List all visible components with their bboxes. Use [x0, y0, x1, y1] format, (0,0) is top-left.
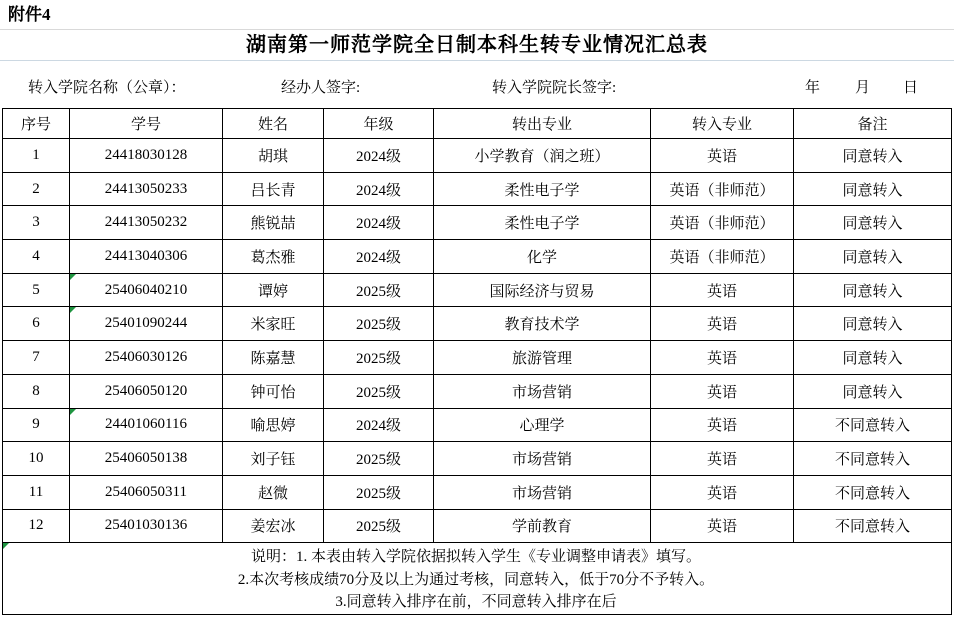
column-header: 转入专业: [651, 109, 794, 139]
cell-no: 6: [3, 307, 70, 341]
cell-to-major: 英语（非师范）: [651, 172, 794, 206]
year-label: 年: [805, 80, 821, 96]
college-name-label: 转入学院名称（公章）：: [28, 80, 186, 96]
cell-to-major: 英语: [651, 442, 794, 476]
signature-row: [0, 61, 954, 108]
cell-student-id: 24413040306: [70, 240, 223, 274]
note-line: 3.同意转入排序在前，不同意转入排序在后: [335, 594, 617, 611]
cell-remark: 不同意转入: [794, 509, 952, 543]
cell-student-id: 24413050232: [70, 206, 223, 240]
table-row: [3, 240, 952, 274]
table-row: [3, 172, 952, 206]
cell-corner-marker-icon: [70, 307, 76, 313]
column-header: 姓名: [223, 109, 324, 139]
cell-no: 3: [3, 206, 70, 240]
day-label: 日: [903, 80, 919, 96]
cell-from-major: 市场营销: [434, 374, 651, 408]
cell-grade: 2024级: [324, 408, 434, 442]
cell-from-major: 国际经济与贸易: [434, 273, 651, 307]
cell-no: 9: [3, 408, 70, 442]
table-row: [3, 206, 952, 240]
cell-grade: 2025级: [324, 307, 434, 341]
cell-remark: 不同意转入: [794, 408, 952, 442]
cell-student-id: 25406050138: [70, 442, 223, 476]
cell-remark: 同意转入: [794, 341, 952, 375]
cell-corner-marker-icon: [70, 274, 76, 280]
cell-no: 7: [3, 341, 70, 375]
cell-grade: 2025级: [324, 341, 434, 375]
cell-name: 钟可怡: [223, 374, 324, 408]
cell-from-major: 化学: [434, 240, 651, 274]
note-line: 2.本次考核成绩70分及以上为通过考核，同意转入，低于70分不予转入。: [237, 571, 715, 588]
cell-no: 11: [3, 475, 70, 509]
cell-no: 10: [3, 442, 70, 476]
notes-cell: [3, 543, 952, 615]
cell-student-id: 25406050311: [70, 475, 223, 509]
cell-remark: 不同意转入: [794, 442, 952, 476]
table-header-row: [3, 109, 952, 139]
cell-grade: 2024级: [324, 139, 434, 173]
cell-grade: 2025级: [324, 273, 434, 307]
cell-name: 吕长青: [223, 172, 324, 206]
cell-grade: 2024级: [324, 206, 434, 240]
column-header: 备注: [794, 109, 952, 139]
cell-from-major: 小学教育（润之班）: [434, 139, 651, 173]
notes-row: [3, 543, 952, 615]
cell-remark: 同意转入: [794, 206, 952, 240]
cell-name: 姜宏冰: [223, 509, 324, 543]
column-header: 序号: [3, 109, 70, 139]
table-row: [3, 475, 952, 509]
cell-name: 谭婷: [223, 273, 324, 307]
cell-name: 刘子钰: [223, 442, 324, 476]
cell-to-major: 英语: [651, 341, 794, 375]
cell-from-major: 心理学: [434, 408, 651, 442]
cell-from-major: 市场营销: [434, 442, 651, 476]
cell-student-id: 25406030126: [70, 341, 223, 375]
cell-corner-marker-icon: [3, 543, 9, 549]
cell-student-id: 25406040210: [70, 273, 223, 307]
cell-student-id: 25401090244: [70, 307, 223, 341]
cell-from-major: 教育技术学: [434, 307, 651, 341]
cell-grade: 2024级: [324, 172, 434, 206]
cell-to-major: 英语（非师范）: [651, 240, 794, 274]
cell-to-major: 英语: [651, 475, 794, 509]
cell-to-major: 英语（非师范）: [651, 206, 794, 240]
table-row: [3, 139, 952, 173]
cell-no: 4: [3, 240, 70, 274]
cell-remark: 不同意转入: [794, 475, 952, 509]
table-row: [3, 341, 952, 375]
cell-remark: 同意转入: [794, 240, 952, 274]
cell-student-id: 25401030136: [70, 509, 223, 543]
cell-student-id: 24418030128: [70, 139, 223, 173]
cell-grade: 2025级: [324, 475, 434, 509]
cell-no: 8: [3, 374, 70, 408]
cell-to-major: 英语: [651, 139, 794, 173]
cell-name: 胡琪: [223, 139, 324, 173]
table-row: [3, 442, 952, 476]
table-row: [3, 509, 952, 543]
cell-name: 陈嘉慧: [223, 341, 324, 375]
records-tbody: [3, 139, 952, 543]
cell-student-id: 24413050233: [70, 172, 223, 206]
cell-grade: 2025级: [324, 442, 434, 476]
cell-remark: 同意转入: [794, 172, 952, 206]
cell-grade: 2024级: [324, 240, 434, 274]
table-row: [3, 374, 952, 408]
cell-no: 12: [3, 509, 70, 543]
cell-to-major: 英语: [651, 273, 794, 307]
cell-remark: 同意转入: [794, 273, 952, 307]
table-row: [3, 273, 952, 307]
table-row: [3, 408, 952, 442]
month-label: 月: [855, 80, 871, 96]
cell-to-major: 英语: [651, 307, 794, 341]
cell-name: 米家旺: [223, 307, 324, 341]
cell-remark: 同意转入: [794, 307, 952, 341]
cell-from-major: 柔性电子学: [434, 172, 651, 206]
cell-no: 2: [3, 172, 70, 206]
cell-from-major: 柔性电子学: [434, 206, 651, 240]
cell-name: 喻思婷: [223, 408, 324, 442]
cell-from-major: 市场营销: [434, 475, 651, 509]
transfer-summary-table: [2, 108, 952, 615]
cell-to-major: 英语: [651, 509, 794, 543]
cell-to-major: 英语: [651, 408, 794, 442]
cell-from-major: 学前教育: [434, 509, 651, 543]
cell-name: 熊锐喆: [223, 206, 324, 240]
handler-signature-label: 经办人签字:: [281, 80, 361, 96]
cell-from-major: 旅游管理: [434, 341, 651, 375]
column-header: 学号: [70, 109, 223, 139]
cell-student-id: 25406050120: [70, 374, 223, 408]
cell-student-id: 24401060116: [70, 408, 223, 442]
column-header: 转出专业: [434, 109, 651, 139]
cell-remark: 同意转入: [794, 374, 952, 408]
cell-grade: 2025级: [324, 374, 434, 408]
attachment-label: 附件4: [0, 0, 954, 30]
cell-corner-marker-icon: [70, 409, 76, 415]
table-row: [3, 307, 952, 341]
cell-name: 葛杰雅: [223, 240, 324, 274]
cell-name: 赵微: [223, 475, 324, 509]
cell-to-major: 英语: [651, 374, 794, 408]
cell-no: 5: [3, 273, 70, 307]
dean-signature-label: 转入学院院长签字:: [492, 80, 617, 96]
cell-remark: 同意转入: [794, 139, 952, 173]
note-line: 说明：1. 本表由转入学院依据拟转入学生《专业调整申请表》填写。: [250, 549, 701, 566]
cell-no: 1: [3, 139, 70, 173]
cell-grade: 2025级: [324, 509, 434, 543]
column-header: 年级: [324, 109, 434, 139]
page-title: 湖南第一师范学院全日制本科生转专业情况汇总表: [0, 30, 954, 61]
